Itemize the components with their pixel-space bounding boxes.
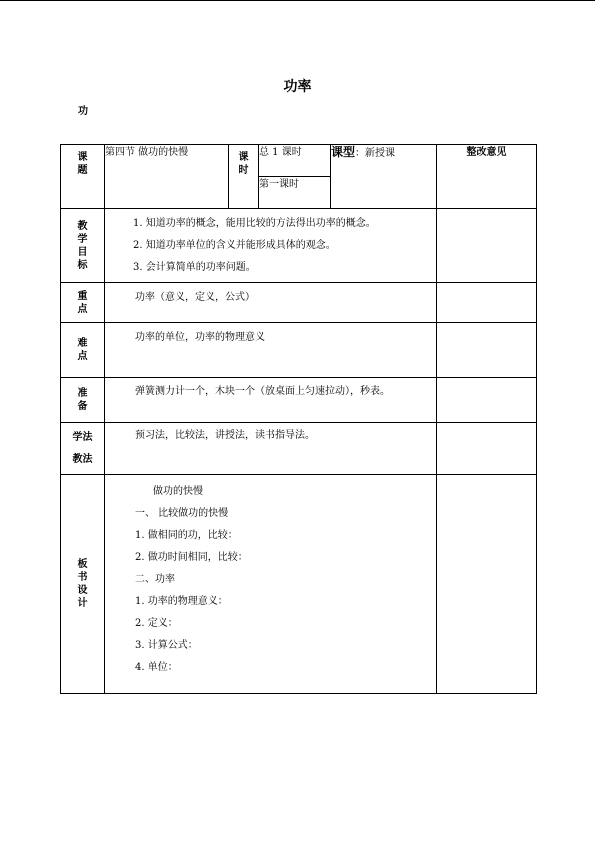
methods-revision <box>437 423 537 475</box>
board-line: 3. 计算公式： <box>135 640 198 651</box>
period-label-char-2: 时 <box>238 165 249 176</box>
revision-label: 整改意见 <box>466 147 507 158</box>
board-line: 4. 单位： <box>135 662 178 673</box>
difficulties-content <box>105 323 437 378</box>
topic-label-char-2: 题 <box>77 165 88 176</box>
preparation-content <box>105 378 437 423</box>
topic-label <box>61 145 105 209</box>
key-points-row <box>61 283 537 323</box>
preparation-label: 准 备 <box>61 378 105 423</box>
preparation-text: 弹簧测力计一个，木块一个（放桌面上匀速拉动），秒表。 <box>135 386 390 397</box>
preparation-revision <box>437 378 537 423</box>
current-period: 第一课时 <box>259 177 331 209</box>
board-line: 做功的快慢 <box>153 486 203 497</box>
header-row <box>61 145 537 177</box>
methods-row <box>61 423 537 475</box>
key-points-content <box>105 283 437 323</box>
topic-value: 第四节 做功的快慢 <box>105 145 229 209</box>
key-points-text: 功率（意义，定义，公式） <box>135 292 255 303</box>
difficulties-row <box>61 323 537 378</box>
objective-item: 2. 知道功率单位的含义并能形成具体的观念。 <box>133 240 336 251</box>
board-line: 2. 定义： <box>135 618 178 629</box>
board-line: 一、 比较做功的快慢 <box>135 508 229 519</box>
methods-content <box>105 423 437 475</box>
period-label-char-1: 课 <box>238 152 249 163</box>
objectives-row <box>61 209 537 283</box>
lesson-type-label: 课型 <box>331 145 356 159</box>
key-points-revision <box>437 283 537 323</box>
objectives-content <box>105 209 437 283</box>
objective-item: 3. 会计算简单的功率问题。 <box>133 262 256 273</box>
board-line: 1. 功率的物理意义： <box>135 596 228 607</box>
revision-cell <box>437 145 537 209</box>
top-border-line <box>0 0 595 1</box>
objective-item: 1. 知道功率的概念，能用比较的方法得出功率的概念。 <box>133 218 376 229</box>
page-subtitle: 功 <box>78 106 88 117</box>
total-periods: 总 1 课时 <box>259 145 331 177</box>
difficulties-revision <box>437 323 537 378</box>
lesson-type-cell <box>331 145 437 209</box>
board-content <box>105 475 437 694</box>
objectives-label: 教 学 目 标 <box>61 209 105 283</box>
lesson-plan-table <box>60 144 537 694</box>
key-points-label: 重 点 <box>61 283 105 323</box>
topic-label-char-1: 课 <box>77 152 88 163</box>
period-label <box>229 145 259 209</box>
board-line: 二、功率 <box>135 574 175 585</box>
methods-label <box>61 423 105 475</box>
preparation-row <box>61 378 537 423</box>
board-revision <box>437 475 537 694</box>
board-label: 板 书 设 计 <box>61 475 105 694</box>
lesson-type-value: ：新授课 <box>355 148 396 159</box>
board-row <box>61 475 537 694</box>
board-line: 1. 做相同的功，比较： <box>135 530 238 541</box>
methods-text: 预习法，比较法，讲授法，读书指导法。 <box>135 430 315 441</box>
page-title: 功率 <box>283 79 312 95</box>
objectives-revision <box>437 209 537 283</box>
methods-label-1: 学法 <box>72 431 93 443</box>
difficulties-label: 难 点 <box>61 323 105 378</box>
methods-label-2: 教法 <box>72 453 93 465</box>
difficulties-text: 功率的单位，功率的物理意义 <box>135 332 265 343</box>
board-line: 2. 做功时间相同，比较： <box>135 552 248 563</box>
